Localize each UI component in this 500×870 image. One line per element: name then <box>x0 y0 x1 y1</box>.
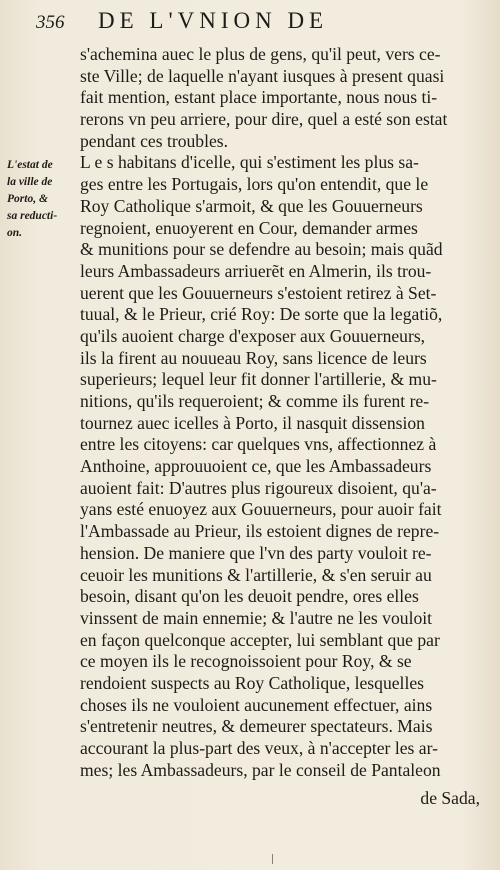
margin-note-line: sa reducti- <box>7 210 58 222</box>
text-line: choses ils ne vouloient aucunement effectuer, ains <box>80 694 433 715</box>
margin-note-line: Porto, & <box>7 193 48 205</box>
text-line: ceuoir les munitions & l'artillerie, & s'en seruir au <box>80 564 432 585</box>
page-header <box>36 8 476 36</box>
text-line: ste Ville; de laquelle n'ayant iusques à present quasi <box>80 65 445 86</box>
text-line: leurs Ambassadeurs arriuerẽt en Almerin, ils trou- <box>80 260 432 281</box>
margin-note <box>7 157 75 242</box>
body-text <box>80 44 480 781</box>
text-line: tuual, & le Prieur, crié Roy: De sorte que la legatiõ, <box>80 304 443 325</box>
text-line: & munitions pour se defendre au besoin; mais quãd <box>80 239 443 260</box>
text-line: Anthoine, approuuoient ce, que les Ambassadeurs <box>80 456 432 477</box>
text-line: accourant la plus-part des veux, à n'accepter les ar- <box>80 738 438 758</box>
text-line: rerons vn peu arriere, pour dire, quel a esté son estat <box>80 109 448 130</box>
text-line: s'achemina auec le plus de gens, qu'il peut, vers ce- <box>80 44 441 64</box>
text-line: tournez auec icelles à Porto, il nasquit dissension <box>80 412 425 433</box>
page-number: 356 <box>36 12 65 33</box>
text-line: s'entretenir neutres, & demeurer spectateurs. Mais <box>80 716 433 737</box>
text-line: regnoient, enuoyerent en Cour, demander armes <box>80 217 418 238</box>
text-line: superieurs; lequel leur fit donner l'artillerie, & mu- <box>80 369 437 390</box>
text-line: uerent que les Gouuerneurs s'estoient retirez à Set- <box>80 282 437 303</box>
text-line: ce moyen ils le recognoissoient pour Roy, & se <box>80 651 412 672</box>
text-line: ils la firent au nouueau Roy, sans licence de leurs <box>80 347 427 368</box>
text-line: besoin, disant qu'on les deuoit pendre, ores elles <box>80 586 419 607</box>
text-line: mes; les Ambassadeurs, par le conseil de Pantaleon <box>80 759 441 780</box>
margin-note-line: la ville de <box>7 176 53 188</box>
text-line: qu'ils auoient charge d'exposer aux Gouuerneurs, <box>80 325 426 346</box>
text-line: L e s habitans d'icelle, qui s'estiment les plus sa- <box>80 152 419 173</box>
margin-note-line: on. <box>7 227 23 239</box>
margin-note-line: L'estat de <box>7 159 53 171</box>
text-line: l'Ambassade au Prieur, ils estoient dignes de repre- <box>80 521 440 542</box>
running-head: DE L'VNION DE <box>98 8 329 33</box>
binding-mark <box>272 854 273 864</box>
text-line: nitions, qu'ils requeroient; & comme ils furent re- <box>80 391 430 411</box>
text-line: en façon quelconque accepter, lui semblant que par <box>80 629 440 650</box>
text-line: pendant ces troubles. <box>80 130 229 151</box>
text-line: ges entre les Portugais, lors qu'on entendit, que le <box>80 174 429 195</box>
text-line: rendoient suspects au Roy Catholique, lesquelles <box>80 672 424 693</box>
text-line: hension. De maniere que l'vn des party vouloit re- <box>80 542 432 563</box>
text-line: Roy Catholique s'armoit, & que les Gouuerneurs <box>80 195 423 216</box>
text-line: entre les citoyens: car quelques vns, affectionnez à <box>80 434 437 455</box>
catchword: de Sada, <box>420 788 480 808</box>
text-line: fait mention, estant place importante, nous nous ti- <box>80 87 438 108</box>
text-line: vinssent de main ennemie; & l'autre ne les vouloit <box>80 607 433 628</box>
text-line: yans esté enuoyez aux Gouuerneurs, pour auoir fait <box>80 499 442 520</box>
text-line: auoient fait: D'autres plus rigoureux disoient, qu'a- <box>80 477 437 498</box>
